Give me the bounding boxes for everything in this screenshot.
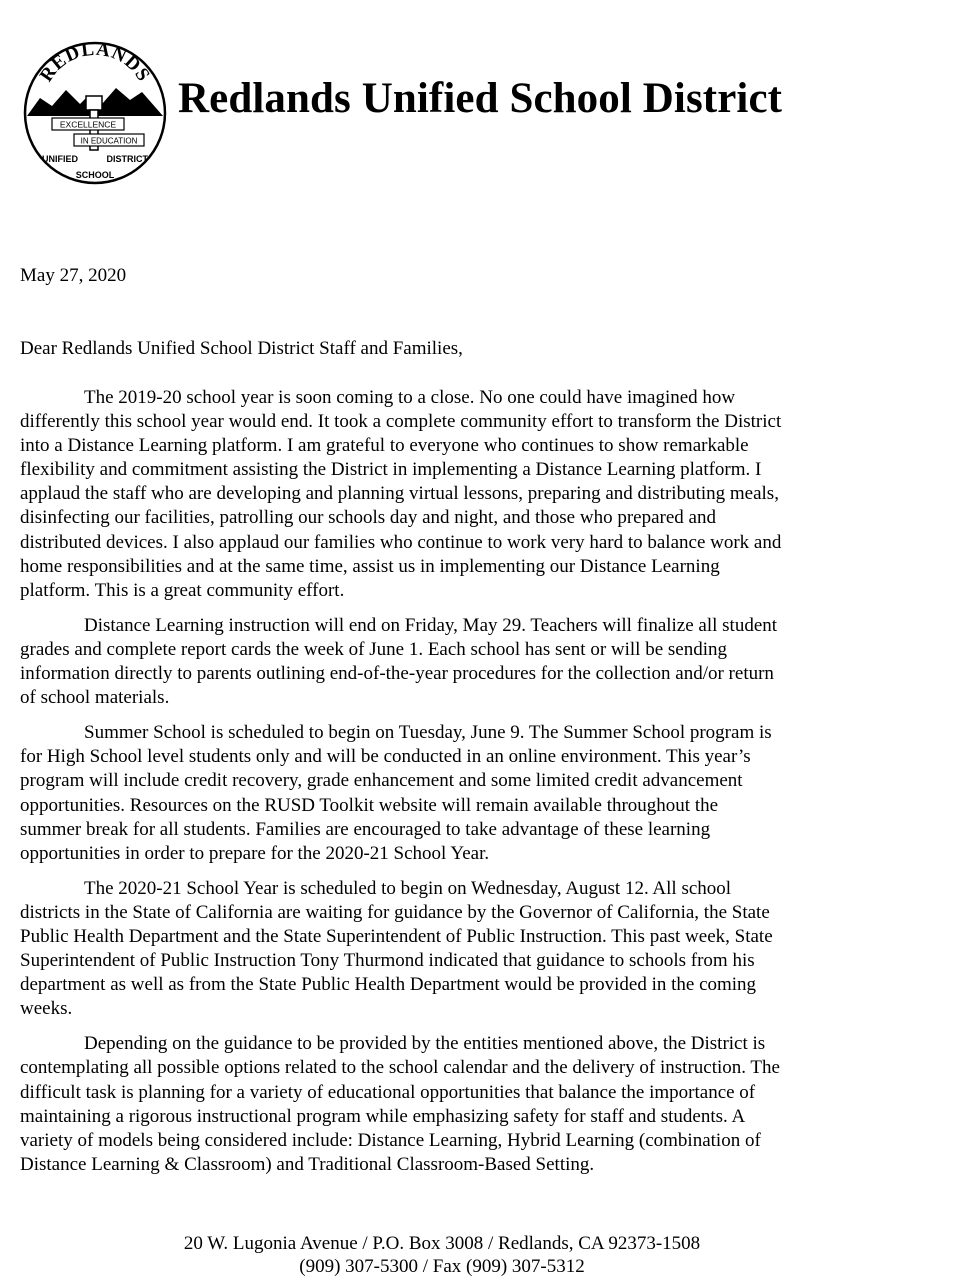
paragraph-line: maintaining a rigorous instructional program while emphasizing safety for staff and students. A <box>20 1105 746 1127</box>
paragraph-line: opportunities in order to prepare for the 2020-21 School Year. <box>20 842 490 864</box>
paragraph-line: variety of models being considered include: Distance Learning, Hybrid Learning (combination of <box>20 1129 761 1151</box>
paragraph-line: grades and complete report cards the week of June 1. Each school has sent or will be sending <box>20 638 727 660</box>
paragraph-line: The 2020-21 School Year is scheduled to begin on Wednesday, August 12. All school <box>84 877 732 899</box>
paragraph-line: flexibility and commitment assisting the District in implementing a Distance Learning platform. I <box>20 459 762 481</box>
paragraph-line: distributed devices. I also applaud our families who continue to work very hard to balance work and <box>20 531 782 553</box>
paragraph-line: program will include credit recovery, grade enhancement and some limited credit advancement <box>20 770 743 792</box>
salutation: Dear Redlands Unified School District Staff and Families, <box>20 338 463 359</box>
paragraph-line: platform. This is a great community effort. <box>20 579 345 601</box>
paragraph-line: districts in the State of California are waiting for guidance by the Governor of California, the State <box>20 901 770 923</box>
svg-text:IN EDUCATION: IN EDUCATION <box>80 136 138 146</box>
paragraph-line: differently this school year would end. It took a complete community effort to transform the District <box>20 411 782 433</box>
paragraph-line: disinfecting our facilities, patrolling our schools day and night, and those who prepared and <box>20 507 716 529</box>
paragraph-line: weeks. <box>20 998 73 1020</box>
paragraph-line: for High School level students only and will be conducted in an online environment. This year’s <box>20 746 751 768</box>
letter-date: May 27, 2020 <box>20 265 127 286</box>
paragraph-line: Public Health Department and the State Superintendent of Public Instruction. This past week, State <box>20 925 773 947</box>
paragraph-line: Summer School is scheduled to begin on Tuesday, June 9. The Summer School program is <box>84 722 772 744</box>
paragraph-line: Superintendent of Public Instruction Tony Thurmond indicated that guidance to schools from his <box>20 950 755 972</box>
svg-text:SCHOOL: SCHOOL <box>75 170 115 180</box>
paragraph <box>20 1032 920 1177</box>
paragraph-line: department as well as from the State Public Health Department would be provided in the coming <box>20 974 757 996</box>
letter-body <box>20 386 920 1188</box>
paragraph-line: of school materials. <box>20 687 170 709</box>
paragraph-line: summer break for all students. Families are encouraged to take advantage of these learning <box>20 818 711 840</box>
paragraph-line: Distance Learning instruction will end on Friday, May 29. Teachers will finalize all student <box>84 614 778 636</box>
svg-text:DISTRICT: DISTRICT <box>106 154 148 164</box>
paragraph <box>20 386 920 603</box>
footer-address: 20 W. Lugonia Avenue / P.O. Box 3008 / Redlands, CA 92373-1508 <box>183 1233 701 1254</box>
paragraph-line: Distance Learning & Classroom) and Traditional Classroom-Based Setting. <box>20 1153 595 1175</box>
footer-phone: (909) 307-5300 / Fax (909) 307-5312 <box>299 1256 585 1277</box>
svg-text:UNIFIED: UNIFIED <box>42 154 78 164</box>
paragraph-line: opportunities. Resources on the RUSD Toolkit website will remain available throughout the <box>20 794 719 816</box>
paragraph-line: applaud the staff who are developing and planning virtual lessons, preparing and distributing meals, <box>20 483 779 505</box>
paragraph <box>20 877 920 1022</box>
district-seal-logo <box>22 40 168 186</box>
paragraph-line: difficult task is planning for a variety of educational opportunities that balance the importance of <box>20 1081 756 1103</box>
paragraph-line: contemplating all possible options related to the school calendar and the delivery of instruction. The <box>20 1057 780 1079</box>
paragraph-line: home responsibilities and at the same time, assist us in implementing our Distance Learning <box>20 555 720 577</box>
paragraph-line: The 2019-20 school year is soon coming to a close. No one could have imagined how <box>84 387 736 408</box>
svg-text:EXCELLENCE: EXCELLENCE <box>59 119 117 130</box>
paragraph-line: into a Distance Learning platform. I am grateful to everyone who continues to show remarkable <box>20 435 749 457</box>
svg-text:REDLANDS: REDLANDS <box>35 40 155 86</box>
paragraph <box>20 614 920 710</box>
paragraph <box>20 721 920 866</box>
paragraph-line: information directly to parents outlining end-of-the-year procedures for the collection and/or return <box>20 663 774 685</box>
letterhead-title: Redlands Unified School District <box>178 75 783 122</box>
footer-contact <box>0 1232 884 1278</box>
paragraph-line: Depending on the guidance to be provided by the entities mentioned above, the District is <box>84 1033 766 1055</box>
